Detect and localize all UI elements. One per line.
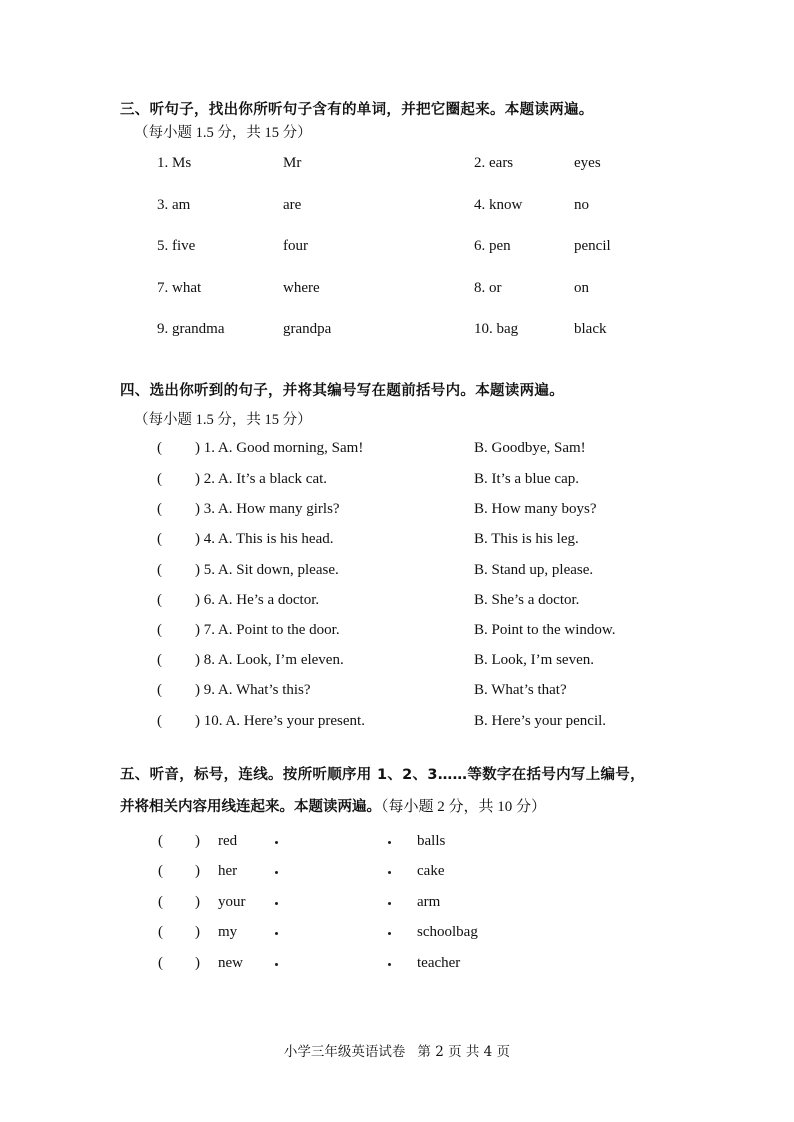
- page-footer: [0, 1040, 794, 1060]
- section5-title-line1: 五、听音，标号，连线。按所听顺序用 1、2、3……等数字在括号内写上编号，: [120, 767, 645, 783]
- list-item: eyes: [574, 155, 601, 171]
- left-dot[interactable]: [275, 963, 278, 966]
- list-item: four: [283, 238, 308, 254]
- left-word: new: [218, 955, 243, 971]
- section4-note: （每小题 1.5 分，共 15 分）: [134, 412, 312, 428]
- right-word: balls: [417, 833, 446, 849]
- section4-title: 四、选出你听到的句子，并将其编号写在题前括号内。本题读两遍。: [120, 383, 564, 399]
- section5-title-text: 并将相关内容用线连起来。本题读两遍。: [120, 799, 381, 815]
- left-dot[interactable]: [275, 902, 278, 905]
- answer-paren: (: [157, 592, 162, 608]
- list-item: grandpa: [283, 321, 332, 337]
- list-item: 2. ears: [474, 155, 514, 171]
- list-item: 1. Ms: [157, 155, 192, 171]
- option-b: B. Stand up, please.: [474, 562, 594, 578]
- list-item: 8. or: [474, 280, 502, 296]
- answer-paren: (: [157, 471, 162, 487]
- left-dot[interactable]: [275, 841, 278, 844]
- left-word: her: [218, 863, 238, 879]
- list-item: where: [283, 280, 320, 296]
- answer-paren: (: [157, 713, 162, 729]
- option-a: ) 8. A. Look, I’m eleven.: [195, 652, 344, 668]
- option-b: B. She’s a doctor.: [474, 592, 580, 608]
- option-a: ) 6. A. He’s a doctor.: [195, 592, 320, 608]
- option-b: B. What’s that?: [474, 682, 567, 698]
- option-a: ) 4. A. This is his head.: [195, 531, 334, 547]
- answer-paren: (: [157, 531, 162, 547]
- right-dot[interactable]: [388, 902, 391, 905]
- section3-note: （每小题 1.5 分，共 15 分）: [134, 125, 312, 141]
- section5-title-line2: [120, 795, 546, 816]
- list-item: black: [574, 321, 607, 337]
- right-word: arm: [417, 894, 441, 910]
- list-item: pencil: [574, 238, 611, 254]
- option-b: B. Look, I’m seven.: [474, 652, 594, 668]
- list-item: 10. bag: [474, 321, 519, 337]
- list-item: 6. pen: [474, 238, 511, 254]
- answer-paren: (: [157, 652, 162, 668]
- answer-paren: (: [157, 562, 162, 578]
- right-dot[interactable]: [388, 871, 391, 874]
- option-b: B. This is his leg.: [474, 531, 579, 547]
- list-item: 3. am: [157, 197, 191, 213]
- option-b: B. How many boys?: [474, 501, 597, 517]
- answer-paren: (: [157, 622, 162, 638]
- option-b: B. Point to the window.: [474, 622, 616, 638]
- option-a: ) 10. A. Here’s your present.: [195, 713, 365, 729]
- option-b: B. Here’s your pencil.: [474, 713, 607, 729]
- right-word: teacher: [417, 955, 461, 971]
- right-dot[interactable]: [388, 841, 391, 844]
- right-dot[interactable]: [388, 963, 391, 966]
- option-a: ) 7. A. Point to the door.: [195, 622, 340, 638]
- paren-open: (: [158, 894, 163, 910]
- paren-close: ): [195, 955, 200, 971]
- paren-open: (: [158, 833, 163, 849]
- answer-paren: (: [157, 501, 162, 517]
- page-number: 第 2 页 共 4 页: [417, 1044, 511, 1060]
- option-a: ) 9. A. What’s this?: [195, 682, 311, 698]
- right-dot[interactable]: [388, 932, 391, 935]
- option-a: ) 3. A. How many girls?: [195, 501, 340, 517]
- right-word: cake: [417, 863, 445, 879]
- right-word: schoolbag: [417, 924, 478, 940]
- option-b: B. Goodbye, Sam!: [474, 440, 586, 456]
- list-item: are: [283, 197, 302, 213]
- list-item: 4. know: [474, 197, 523, 213]
- option-b: B. It’s a blue cap.: [474, 471, 579, 487]
- list-item: on: [574, 280, 589, 296]
- left-dot[interactable]: [275, 932, 278, 935]
- list-item: 9. grandma: [157, 321, 225, 337]
- left-word: red: [218, 833, 238, 849]
- paren-open: (: [158, 863, 163, 879]
- section3-title: 三、听句子，找出你所听句子含有的单词，并把它圈起来。本题读两遍。: [120, 102, 594, 118]
- left-dot[interactable]: [275, 871, 278, 874]
- left-word: your: [218, 894, 246, 910]
- list-item: 5. five: [157, 238, 196, 254]
- list-item: Mr: [283, 155, 302, 171]
- paren-close: ): [195, 863, 200, 879]
- footer-title: 小学三年级英语试卷: [283, 1044, 406, 1060]
- section5-note: （每小题 2 分，共 10 分）: [381, 799, 547, 815]
- list-item: 7. what: [157, 280, 202, 296]
- paren-close: ): [195, 894, 200, 910]
- option-a: ) 2. A. It’s a black cat.: [195, 471, 328, 487]
- answer-paren: (: [157, 440, 162, 456]
- option-a: ) 1. A. Good morning, Sam!: [195, 440, 364, 456]
- paren-open: (: [158, 955, 163, 971]
- list-item: no: [574, 197, 589, 213]
- paren-open: (: [158, 924, 163, 940]
- answer-paren: (: [157, 682, 162, 698]
- option-a: ) 5. A. Sit down, please.: [195, 562, 339, 578]
- paren-close: ): [195, 924, 200, 940]
- paren-close: ): [195, 833, 200, 849]
- left-word: my: [218, 924, 238, 940]
